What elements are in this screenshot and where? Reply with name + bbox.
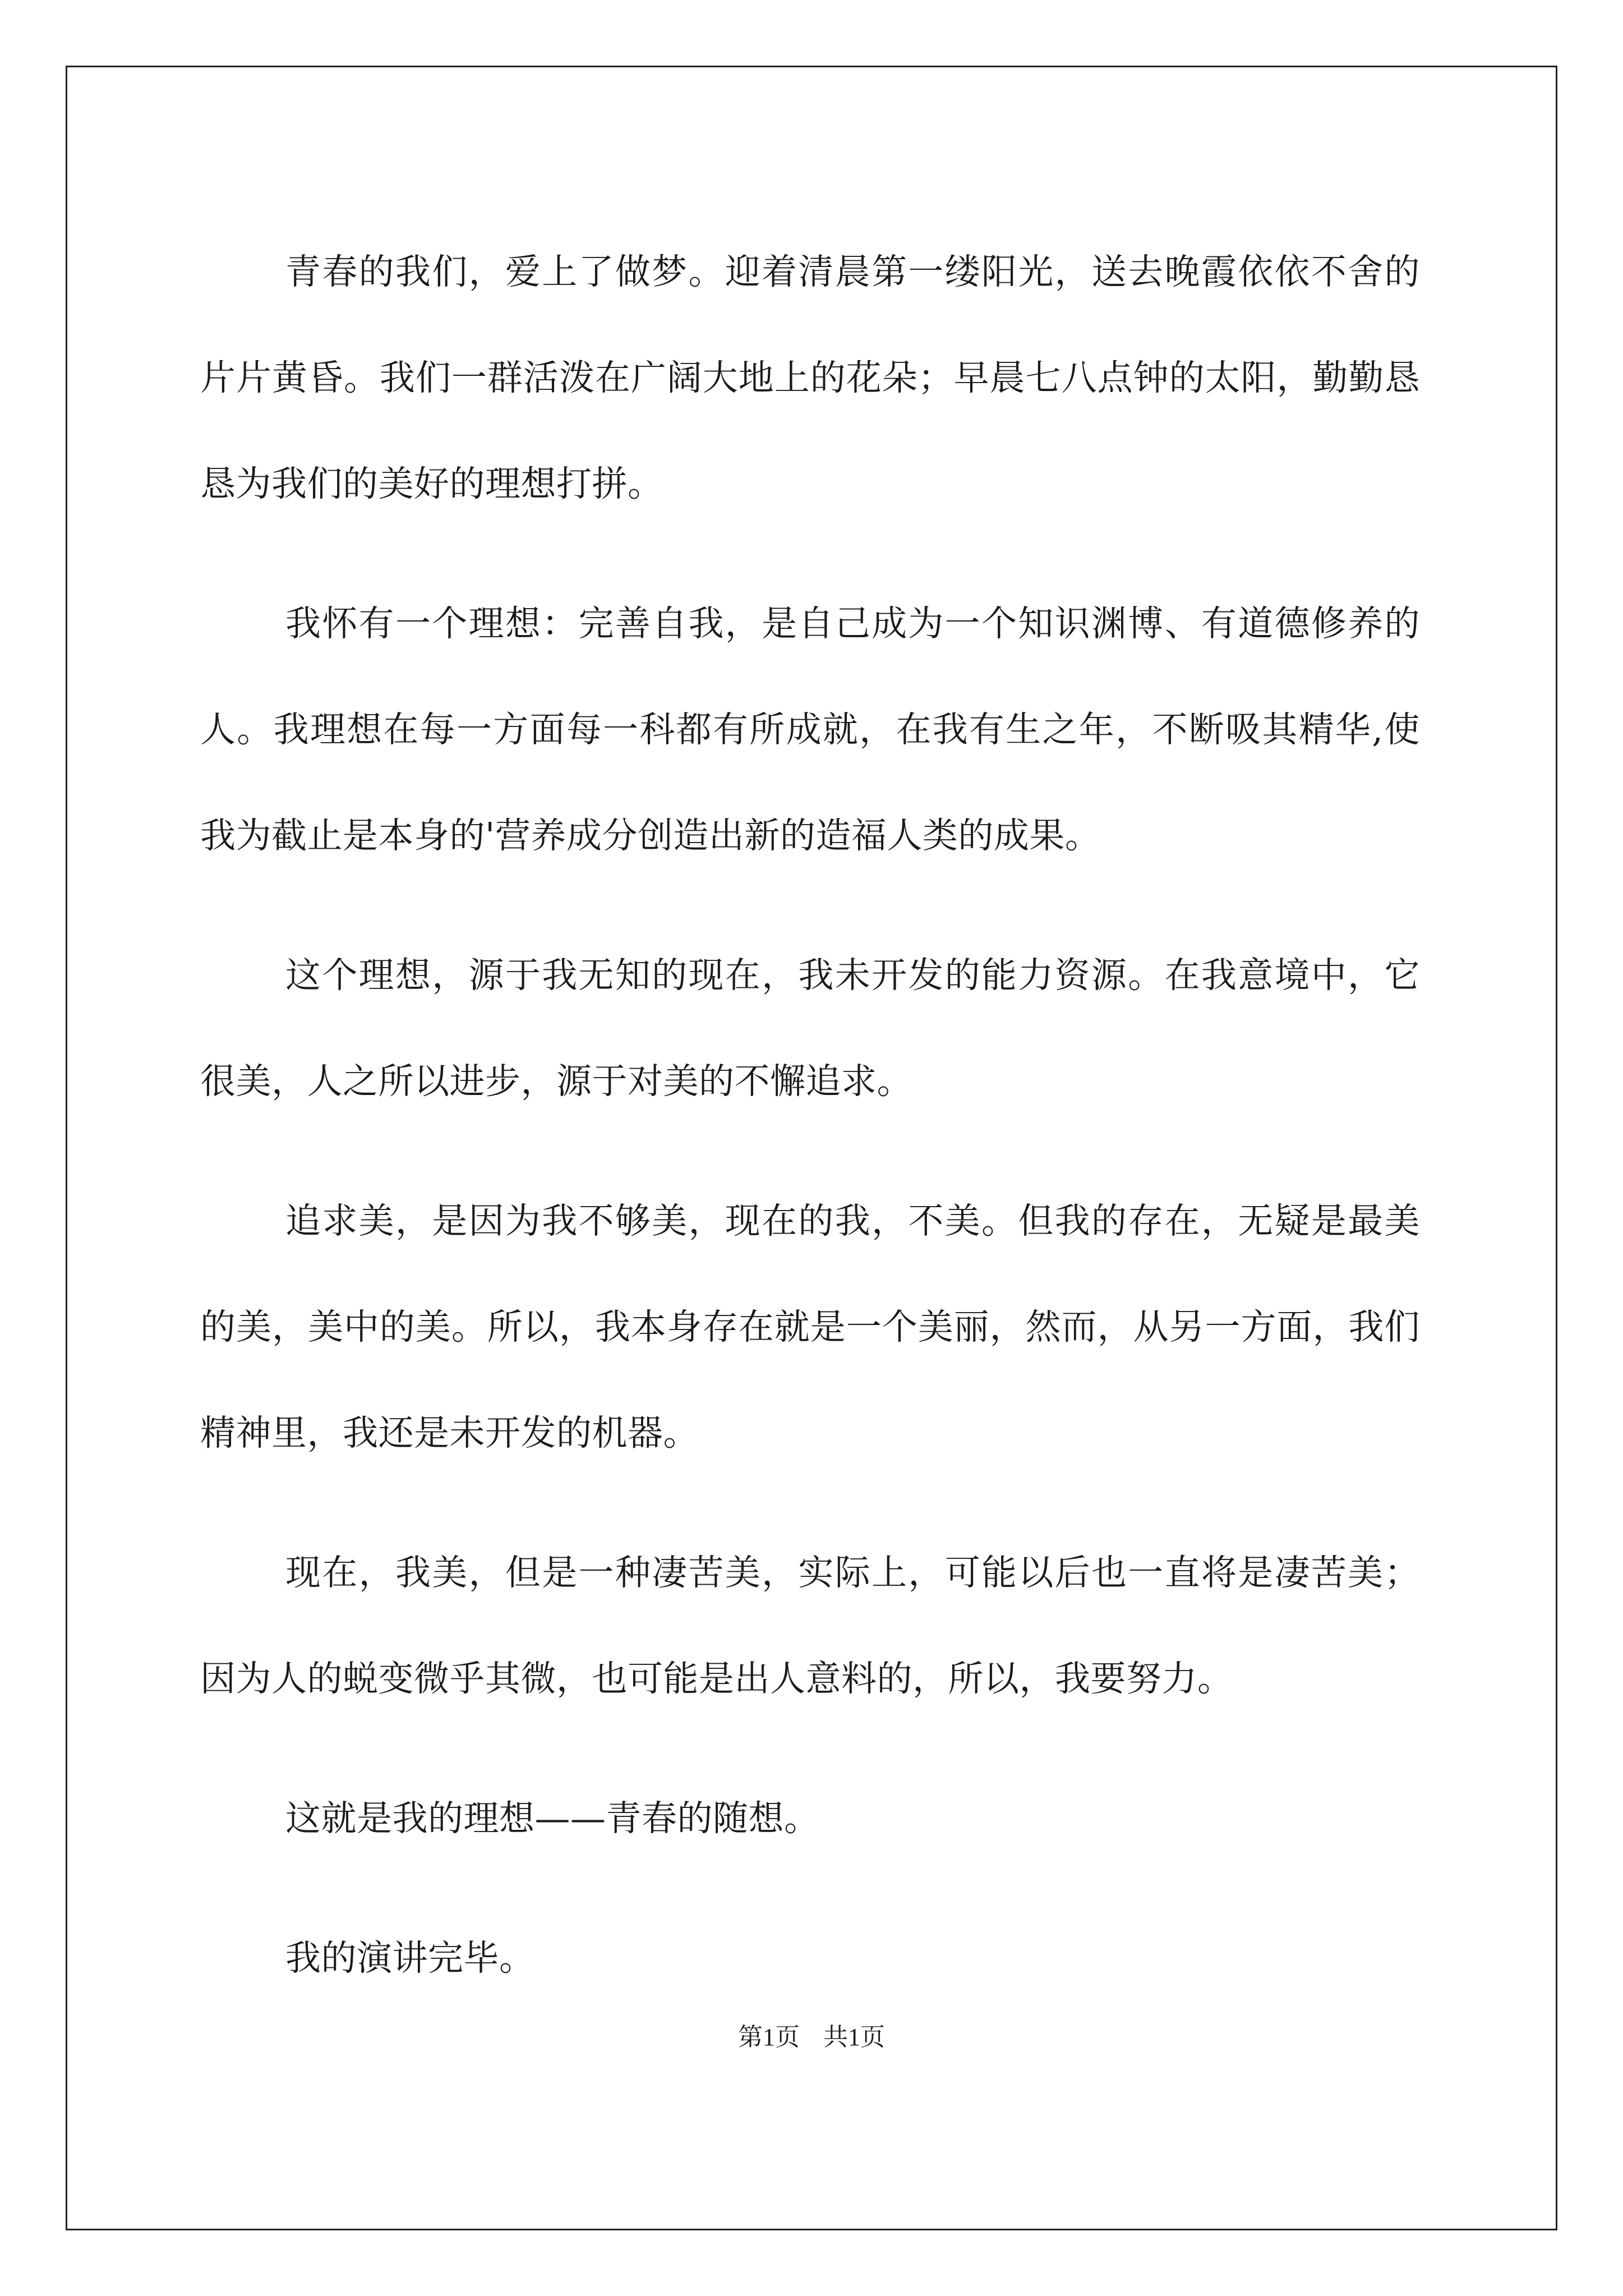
paragraph: 这就是我的理想——青春的随想。 — [285, 1798, 820, 1839]
document-body — [200, 219, 1420, 2045]
paragraph: 我的演讲完毕。 — [285, 1938, 535, 1978]
paragraph: 青春的我们，爱上了做梦。迎着清晨第一缕阳光，送去晚霞依依不舍的片片黄昏。我们一群活泼在广阔大地上的花朵；早晨七八点钟的太阳，勤勤恳恳为我们的美好的理想打拼。 — [200, 251, 1420, 504]
paragraph: 追求美，是因为我不够美，现在的我，不美。但我的存在，无疑是最美的美，美中的美。所以，我本身存在就是一个美丽，然而，从另一方面，我们精神里，我还是未开发的机器。 — [200, 1200, 1420, 1453]
paragraph: 我怀有一个理想：完善自我，是自己成为一个知识渊博、有道德修养的人。我理想在每一方面每一科都有所成就，在我有生之年，不断吸其精华,使我为截止是本身的'营养成分创造出新的造福人类的成果。 — [200, 603, 1420, 856]
page-number: 第1页 — [738, 2023, 800, 2051]
paragraph: 这个理想，源于我无知的现在，我未开发的能力资源。在我意境中，它很美，人之所以进步，源于对美的不懈追求。 — [200, 955, 1420, 1102]
page-footer — [0, 2017, 1623, 2053]
paragraph: 现在，我美，但是一种凄苦美，实际上，可能以后也一直将是凄苦美；因为人的蜕变微乎其微，也可能是出人意料的，所以，我要努力。 — [200, 1552, 1420, 1699]
page-total: 共1页 — [823, 2023, 885, 2051]
